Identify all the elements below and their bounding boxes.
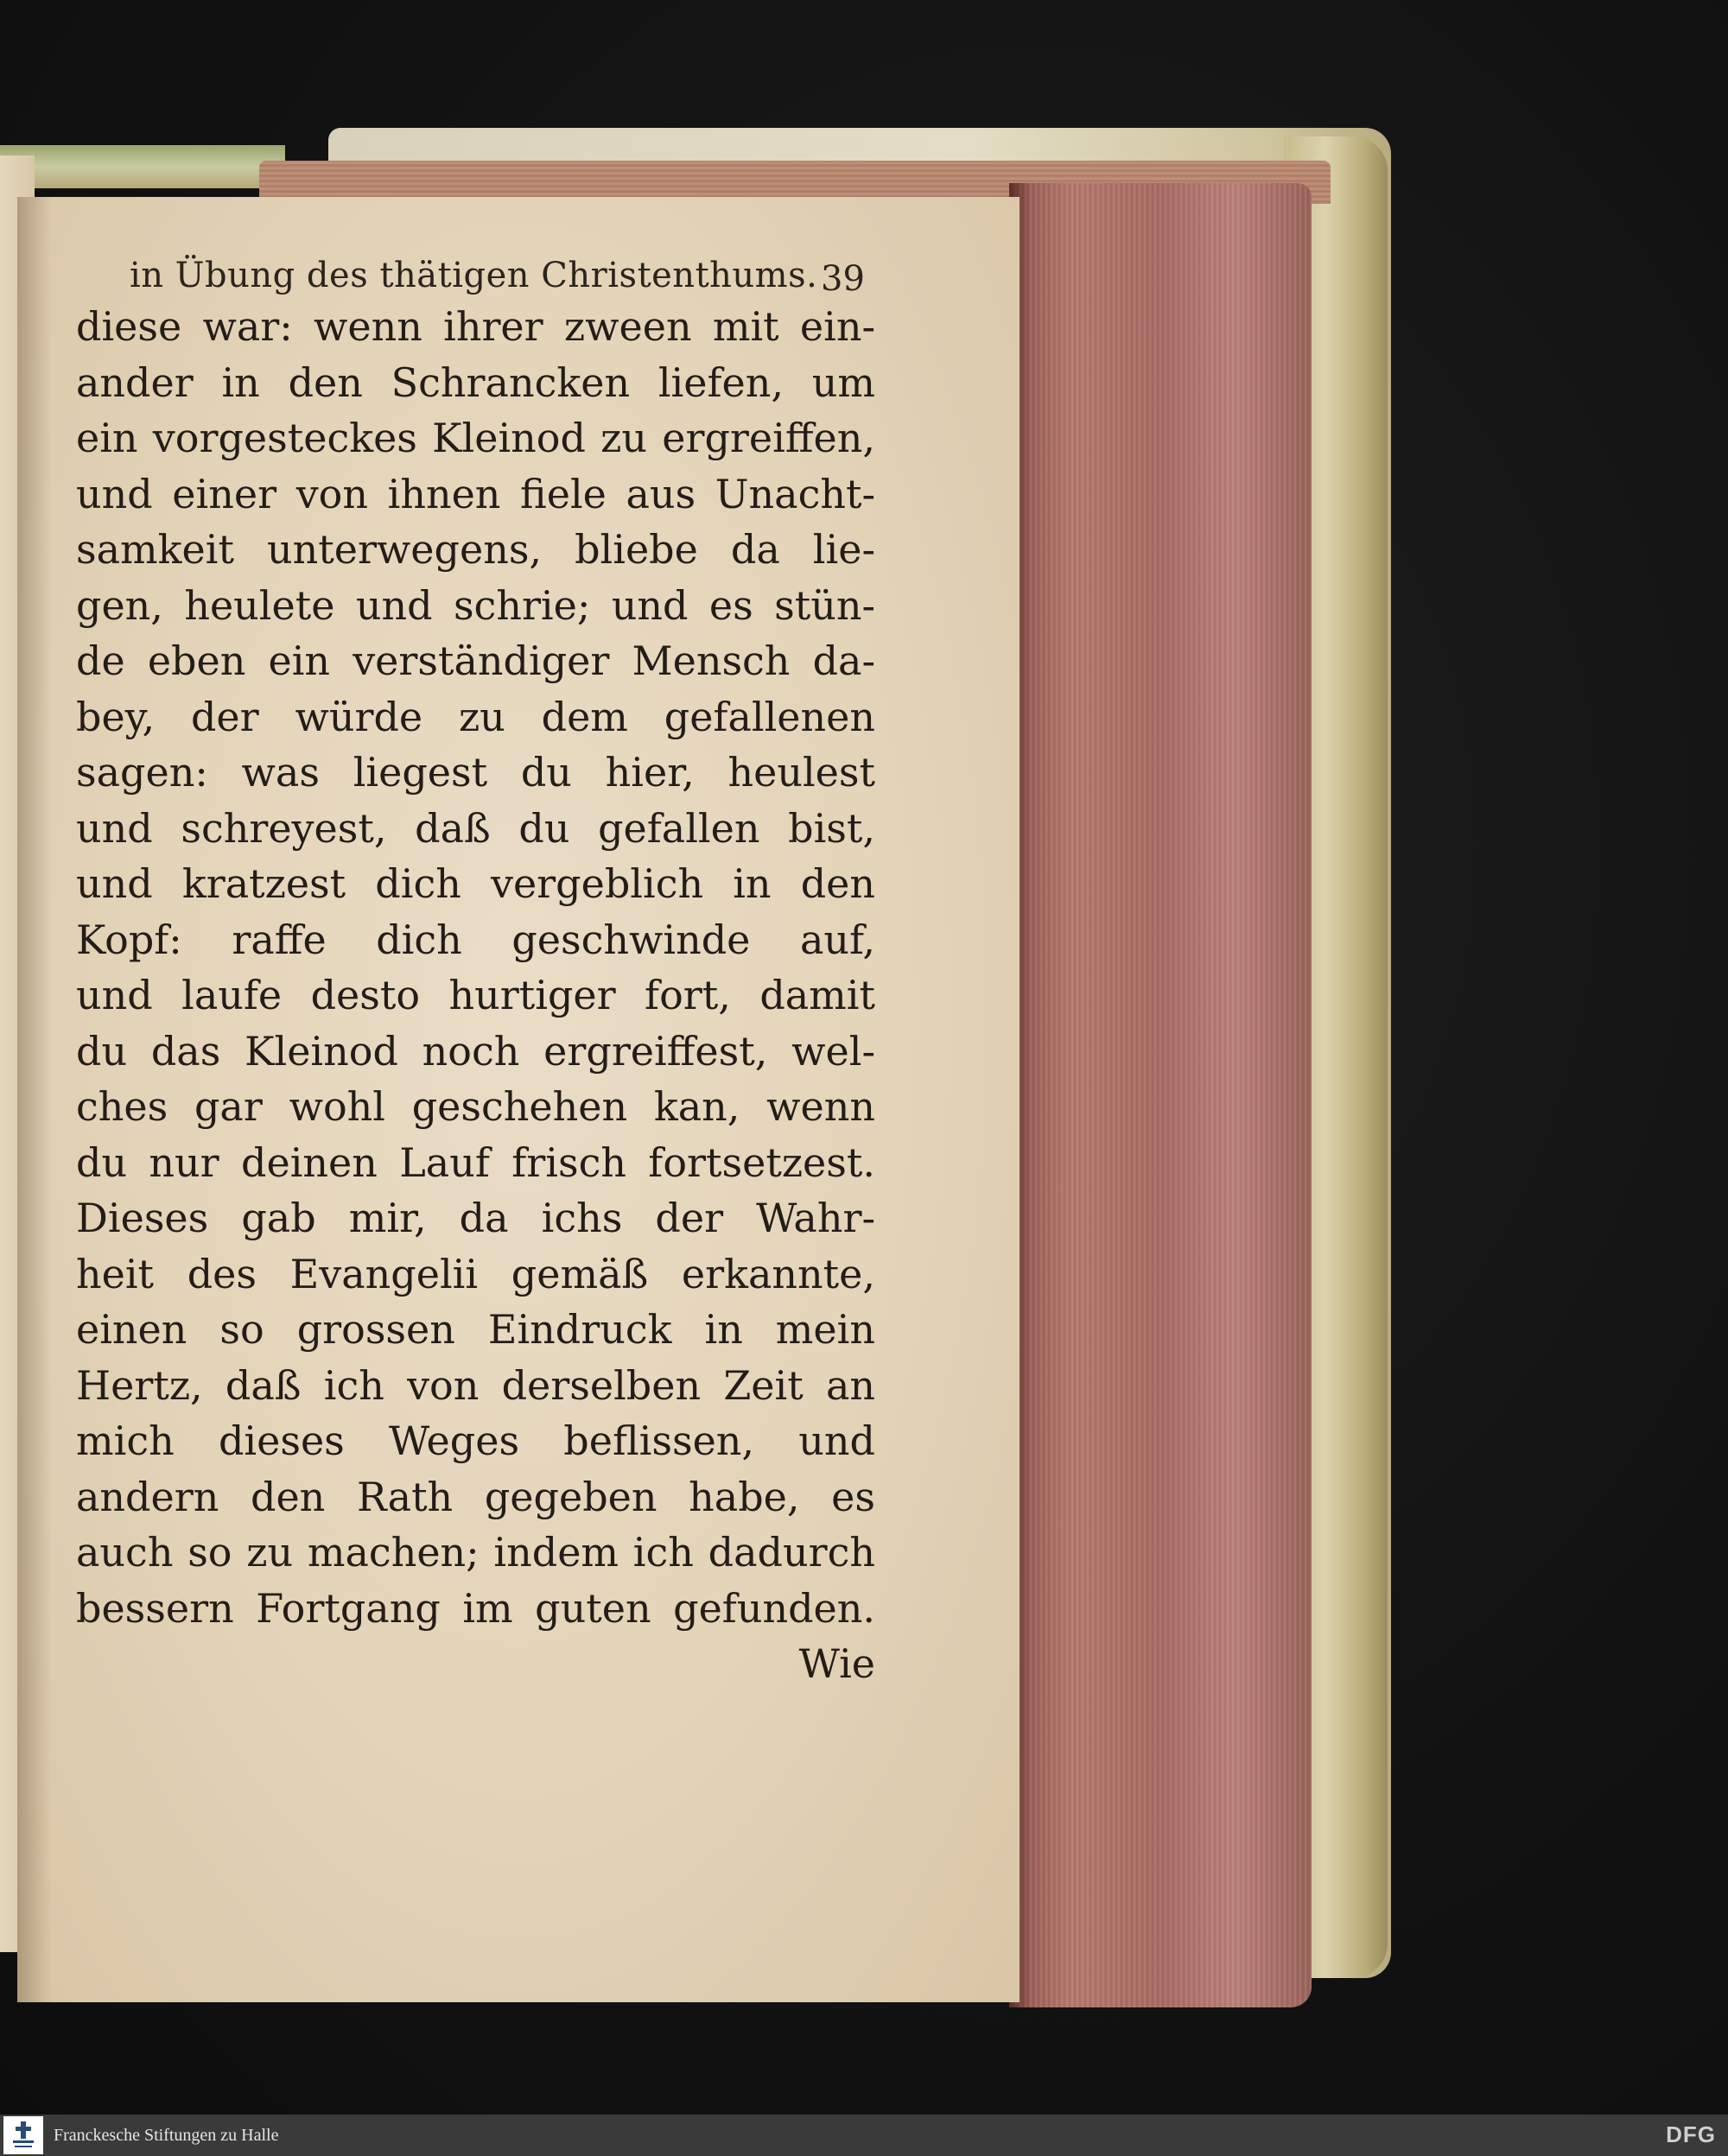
text-line: gen, heulete und schrie; und es stün- xyxy=(76,581,875,629)
left-cover-strip xyxy=(0,145,285,188)
text-line: und kratzest dich vergeblich in den xyxy=(76,860,875,907)
text-line: und einer von ihnen fiele aus Unacht- xyxy=(76,470,875,517)
franckesche-stiftungen-logo-icon xyxy=(3,2116,43,2154)
text-line: und laufe desto hurtiger fort, damit xyxy=(76,972,875,1018)
institution-name: Franckesche Stiftungen zu Halle xyxy=(54,2125,279,2145)
text-line: andern den Rath gegeben habe, es xyxy=(76,1473,875,1520)
text-line: Dieses gab mir, da ichs der Wahr- xyxy=(76,1195,875,1241)
text-line: ander in den Schrancken liefen, um xyxy=(76,358,875,406)
logo-mark-icon xyxy=(10,2120,36,2151)
page-number: 39 xyxy=(821,259,865,299)
text-line: Kopf: raffe dich geschwinde auf, xyxy=(76,916,875,963)
text-line: du das Kleinod noch ergreiffest, wel- xyxy=(76,1027,875,1075)
text-line: du nur deinen Lauf frisch fortsetzest. xyxy=(76,1138,875,1186)
text-line: ein vorgesteckes Kleinod zu ergreiffen, xyxy=(76,415,875,461)
text-line: sagen: was liegest du hier, heulest xyxy=(76,749,875,796)
running-head: in Übung des thätigen Christenthums. xyxy=(130,256,818,295)
text-line: Hertz, daß ich von derselben Zeit an xyxy=(76,1361,875,1409)
catchword: Wie xyxy=(798,1640,875,1687)
text-line: mich dieses Weges beflissen, und xyxy=(76,1417,875,1464)
text-line: bessern Fortgang im guten gefunden. xyxy=(76,1584,875,1632)
gutter-shadow xyxy=(17,197,52,2002)
text-line: heit des Evangelii gemäß erkannte, xyxy=(76,1250,875,1297)
text-line: bey, der würde zu dem gefallenen xyxy=(76,693,875,740)
text-line: samkeit unterwegens, bliebe da lie- xyxy=(76,526,875,573)
text-line: auch so zu machen; indem ich dadurch xyxy=(76,1529,875,1576)
text-line: diese war: wenn ihrer zween mit ein- xyxy=(76,303,875,350)
body-text xyxy=(76,299,875,1692)
text-line: einen so grossen Eindruck in mein xyxy=(76,1306,875,1353)
text-line: de eben ein verständiger Mensch da- xyxy=(76,637,875,684)
red-fore-edge xyxy=(1009,183,1312,2007)
dfg-badge: DFG xyxy=(1666,2121,1716,2147)
text-line: und schreyest, daß du gefallen bist, xyxy=(76,804,875,852)
text-line: ches gar wohl geschehen kan, wenn xyxy=(76,1083,875,1130)
footer-bar xyxy=(0,2115,1728,2156)
